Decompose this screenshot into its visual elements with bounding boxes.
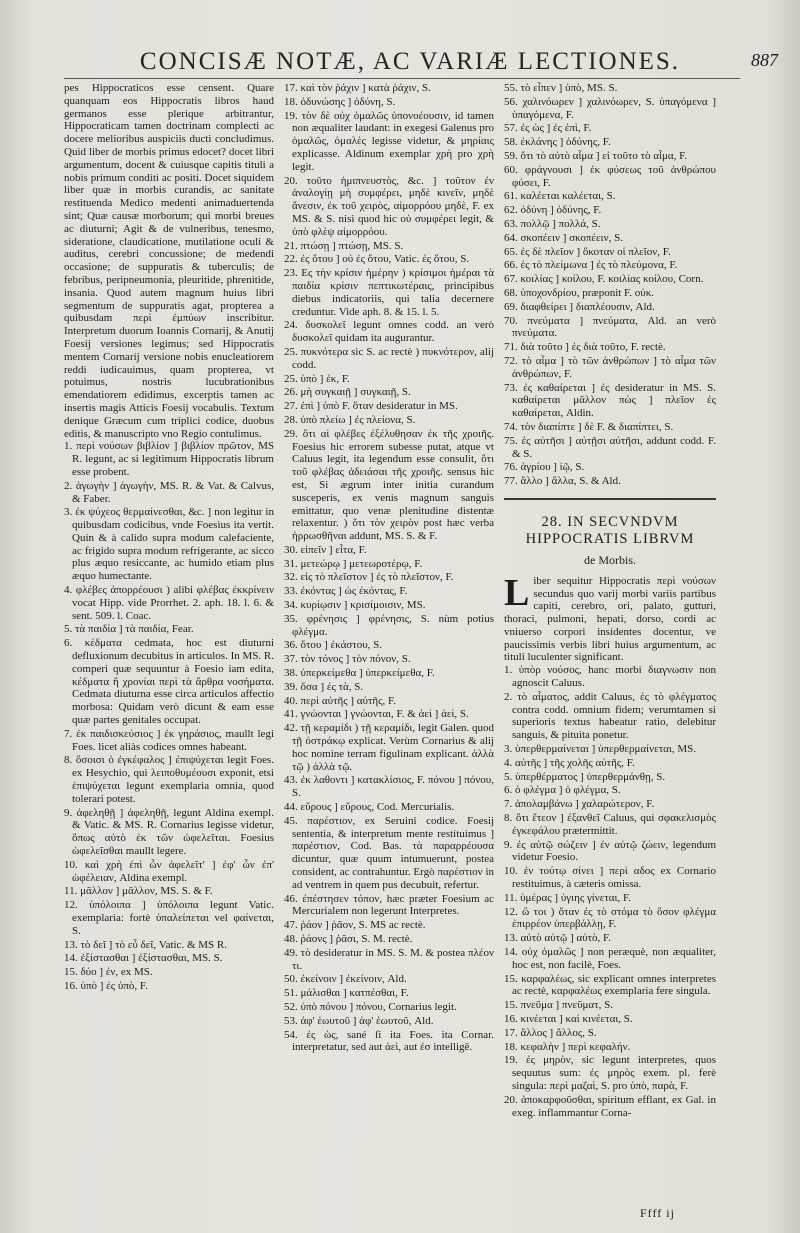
note-item: 51. μάλισθαι ] κατπέσθαι, F. <box>284 987 409 1000</box>
page-header <box>60 48 780 78</box>
section-intro-text: iber sequitur Hippocratis περὶ νούσων secundus quo varij morbi variis partibus capiti, cerebro, ori, palato, gutturi, thoraci, pulmoni, hepati, dorso, cordi ac vniuerso corpori insidentes docentur, ve paucissimis verbis libri huius argumentum, ac tituli luculenter significant. <box>504 574 716 664</box>
note-item: 48. ῥάονς ] ῥᾶσι, S. M. rectè. <box>284 933 413 945</box>
note-item: 15. δύο ] ἐν, ex MS. <box>64 966 153 979</box>
notes-list-left <box>64 440 274 992</box>
note-item: 13. τὸ δεῖ ] τὸ εὖ δεῖ, Vatic. & MS R. <box>64 938 227 951</box>
note-item: 5. ὑπερθέρματος ] ὑπερθερμάνθῃ, S. <box>504 770 666 783</box>
note-item: 75. ἐς αὐτῆσι ] αὐτῇσι αὐτῆσι, addunt codd. F. & S. <box>504 434 716 460</box>
note-item: 13. αὐτὸ αὐτῷ ] αὐτὸ, F. <box>504 932 612 945</box>
running-title: CONCISÆ NOTÆ, AC VARIÆ LECTIONES. <box>139 48 681 75</box>
note-item: 15. καρφαλέως, sic explicant omnes interpretes ac rectè, καρφαλέως exemplaria fere singula. <box>504 972 716 998</box>
note-item: 5. τὰ παιδία ] τὰ παιδία, Fear. <box>64 623 194 636</box>
note-item: 63. πολλῷ ] πολλά, S. <box>504 217 601 230</box>
note-item: 49. τὸ desideratur in MS. S. M. & postea πλέον τι. <box>284 946 494 972</box>
note-item: 4. αὐτῆς ] τῆς χολῆς αὐτῆς, F. <box>504 756 635 769</box>
note-item: 8. ὅσοισι ὁ ἐγκέφαλος ] ἐπιψύχεται legit Foes. ex Hesychio, qui λειποθυμέουσι exponit, etsi ἐπιψύχεται legunt exemplaria omnia, quod tolerari potest. <box>64 754 274 805</box>
note-item: 2. τὸ αἷματος, addit Caluus, ἐς τὸ φλέγματος contra codd. omnium fidem; verumtamen si superioris textus habeatur ratio, delebitur sanguis, & pituita ponetur. <box>504 690 716 742</box>
note-item: 61. καλέεται καλέεται, S. <box>504 190 616 203</box>
drop-cap: L <box>504 571 530 614</box>
note-item: 20. ἀποκαρφοῦσθαι, spiritum efflant, ex Gal. in exeg. inflammantur Corna- <box>504 1093 716 1119</box>
signature-mark: Ffff ij <box>640 1206 675 1220</box>
note-item: 33. ἐκόντας ] ὡς ἐκόντας, F. <box>284 585 408 598</box>
note-item: 31. μετεώρῳ ] μετεωροτέρῳ, F. <box>284 557 423 570</box>
note-item: 15. πνεῦμα ] πνεῦματ, S. <box>504 999 613 1012</box>
note-item: 4. φλέβες ἀπορρέουσι ) alibi φλέβας ἐκκρίνειν vocat Hipp. vide Prorrhet. 2. aph. 18. l. 6. & sent. 509. l. Coac. <box>64 584 274 622</box>
note-item: 64. σκοπέειν ] σκοπέειν, S. <box>504 231 623 244</box>
note-item: 10. ἐν τούτῳ σίνει ] περὶ αδος ex Cornario restituimus, à cæteris omissa. <box>504 865 716 891</box>
note-item: 17. ἄλλος ] ἄλλος, S. <box>504 1026 597 1039</box>
note-item: 8. ὅτι ἔτεον ] ἐξανθεῖ Caluus, qui σφακελισμὸς ἐγκεφάλου prætermittit. <box>504 812 716 837</box>
note-item: 43. ἐκ λαθοντι ] κατακλίσιος, F. πόνου ] πόνου, S. <box>284 774 494 800</box>
note-item: 45. παρέστιον, ex Seruini codice. Foesij sententia, & interpretum mente restituimus ] παρέστιον, Cod. Bas. τὰ παραρρέουσα dicuntur, quæ quum intumuerunt, postea consident, ac contrahuntur. Ergò παρέστιον in ad ventrem in quem pus decubuit, refertur. <box>284 814 494 891</box>
note-item: 30. εἰπεῖν ] εἶτα, F. <box>284 543 367 556</box>
note-item: 6. κέδματα cedmata, hoc est diuturni defluxionum decubitus in articulos. In MS. R. comperi quæ sequuntur à Foesio iam edita, κέδματα ἢ χρονίαι περὶ τὰ ἄρθρα νοσήματα. Cedmata diuturna esse circa articulos affectio morbosa: Quidam verò dicunt & eam esse quæ partes genitales occupat. <box>64 637 274 727</box>
note-item: 66. ἐς τὸ πλείμωνα ] ἐς τὸ πλεύμονα, F. <box>504 259 678 272</box>
note-item: 12. ὑπόλοιπα ] ὑπόλοιπα legunt Vatic. exemplaria: fortè ὑπαλείπεται vel φαίνεται, S. <box>64 899 274 937</box>
note-item: 9. ἐς αὐτῷ σώζειν ] ἐν αὐτῷ ζώειν, legendum videtur Foesio. <box>504 838 716 864</box>
note-item: 18. κεφαλὴν ] περὶ κεφαλήν. <box>504 1040 631 1053</box>
note-item: 59. ὅτι τὸ αὐτὸ αἷμα ] εἰ τοῦτο τὸ αἷμα, F. <box>504 149 688 162</box>
note-item: 27. ἐπὶ ] ὑπὸ F. ὅταν desideratur in MS. <box>284 400 458 413</box>
note-item: 20. τοῦτο ἡμιπνευστὸς, &c. ] τοῦτον ἐν ἀναλογίῃ μὴ συμφέρει, μηδὲ κινεῖν, μηδὲ ἄνεσιν, ἐκ τοῦ χειρὸς, αἱμορρόου μηδὲ, F. ex MS. & S. nisi quod hic οὐ συμφέρει legit, & ὑπὸ φλὲψ αἱμορρόου. <box>284 174 494 238</box>
note-item: 71. διὰ τοῦτο ] ἐς διὰ τοῦτο, F. rectè. <box>504 341 666 354</box>
note-item: 28. ὑπὸ πλείω ] ἐς πλείονα, S. <box>284 413 416 426</box>
note-item: 56. χαλινόωρεν ] χαλινόωρεν, S. ὑπαγόμενα ] ὑπαγόμενα, F. <box>504 95 716 121</box>
note-item: 3. ἐκ ψύχεος θερμαίνεσθαι, &c. ] non legitur in quibusdam codicibus, vnde Foesius ita vertit. Quin & à calido supra modum calefaciente, ac frigido supra modum refrigerante, ac sicco plus æquo resiccante, ac humido etiam plus æquo humectante. <box>64 506 274 583</box>
note-item: 62. ὀδύνη ] ὀδύνης, F. <box>504 204 602 217</box>
note-item: 10. καὶ χρὴ ἐπὶ ὧν ἀφελεῖτ' ] ἐφ' ὧν ἐπ' ὠφέλειαν, Aldina exempl. <box>64 858 274 884</box>
note-item: 18. ὀδυνώσης ] ὀδύνη, S. <box>284 95 396 108</box>
note-item: 67. κοιλίας ] κοίλου, F. κοιλίας κοίλου, Corn. <box>504 273 704 286</box>
note-item: 14. ἐξίστασθαι ] ἐξίστασθαι, MS. S. <box>64 952 223 965</box>
note-item: 2. ἀγωγὴν ] ἀγωγὴν, MS. R. & Vat. & Calvus, & Faber. <box>64 479 274 505</box>
note-item: 29. ὅτι αἱ φλέβες ἐξέλυθησαν ἐκ τῆς χροιῆς. Foesius hic errorem subesse putat, atque vt Caluus legit, ita legendum esse consulit, ὅτι τοῦ φλέβας ἀδειάσαι τῆς χροιῆς. sensus hic est, Si ægrum inter initia curandum susceperis, ex venis magnum sanguis emittatur, quo venæ plenitudine distentæ relaxentur. ) ὅτι τὸν χειρὸν post hæc verba ἠρρωσθῆναι addunt, MS. S. & F. <box>284 427 494 543</box>
note-item: 16. ὑπὸ ] ἐς ὑπὸ, F. <box>64 979 148 992</box>
note-item: 12. ὥ τοι ) ὅταν ἐς τὸ στόμα τὸ ὅσον φλέγμα ἐπιρρέον ὑπερβάλλῃ, F. <box>504 905 716 931</box>
note-item: 39. ὅσα ] ἐς τὰ, S. <box>284 680 364 693</box>
note-item: 6. ὁ φλέγμα ] ὁ φλέγμα, S. <box>504 784 621 797</box>
note-item: 46. ἐπέστησεν τόπον, hæc præter Foesium ac Mercurialem non legerunt Interpretes. <box>284 892 494 918</box>
note-item: 58. ἐκλάνης ] ὀδύνης, F. <box>504 136 611 149</box>
note-item: 40. περὶ αὐτῆς ] αὐτῆς, F. <box>284 694 396 707</box>
note-item: 17. καὶ τὸν ῥάχιν ] κατὰ ῥάχιν, S. <box>284 82 431 94</box>
note-item: 77. ἄλλο ] ἄλλα, S. & Ald. <box>504 475 621 488</box>
note-item: 37. τὸν τόνος ] τὸν πόνον, S. <box>284 653 411 666</box>
note-item: 65. ἐς δὲ πλεῖον ] ὅκοταν οἱ πλεῖον, F. <box>504 245 671 258</box>
note-item: 69. διαφθείρει ] διαπλέουσιν, Ald. <box>504 300 655 313</box>
column-left <box>64 82 274 1202</box>
section-intro <box>504 571 716 665</box>
note-item: 26. μὴ συγκαιῇ ] συγκαιῇ, S. <box>284 386 411 399</box>
note-item: 73. ἐς καθαίρεται ] ἐς desideratur in MS. S. καθαίρεται μᾶλλον πὼς ] πλεῖον ἐς καθαίρεται, Aldin. <box>504 381 716 420</box>
note-item: 7. ἐκ παιδισκεύσιος ] ἐκ γηράσιος, maullt legi Foes. licet aliàs codices omnes habeant. <box>64 727 274 753</box>
note-item: 52. ὑπὸ πόνου ] πόνου, Cornarius legit. <box>284 1000 457 1013</box>
page-number: 887 <box>751 50 778 70</box>
note-item: 74. τὸν διαπίπτε ] δὲ F. & διαπίπτει, S. <box>504 420 674 433</box>
note-item: 22. ἐς ὅτου ] οὐ ἐς ὅτου, Vatic. ἐς ὅτου, S. <box>284 253 470 266</box>
note-item: 38. ὑπερκείμεθα ] ὑπερκείμεθα, F. <box>284 667 435 680</box>
section-heading: 28. IN SECVNDVM HIPPOCRATIS LIBRVM <box>525 513 695 547</box>
note-item: 16. κινέεται ] καὶ κινέεται, S. <box>504 1013 633 1025</box>
note-item: 9. ἀφεληθῇ ] ἀφεληθῇ, legunt Aldina exempl. & Vatic. & MS. R. Cornarius legisse videtur, ὅπως αὐτὸ ἐκ τῶν ὠφελεῖται. Foesius ὠφελεῖσθαι maullt legere. <box>64 806 274 858</box>
note-item: 44. εὔρους ] εὔρους, Cod. Mercurialis. <box>284 801 455 814</box>
section-subheading: de Morbis. <box>584 552 636 567</box>
note-item: 36. ὅτου ] ἐκάστου, S. <box>284 639 383 652</box>
column-right <box>504 82 716 1202</box>
intro-paragraph: pes Hippocraticos esse censent. Quare quanquam eos Hippocratis libros haud germanos esse plerique arbitrantur, Hippocraticam tamen doctrinam complecti ac docere melioribus auspiciis ducti concludimus. Quid liber de morbis primus edocet? docet libri argumentum, docent & cuiusque capitis tituli a nobis primum conditi ac positi. Docet siquidem liber quæ in morbis curandis, ac sanitate restituenda Medico medenti animaduertenda sint; Quæ causæ morborum; qui morbi breues ac diuturni; Agit & de vulneribus, tenesmo, sideratione, claudicatione, mutilatione oculi & auditus, cerebri concussione; de medendi occasione; de suppuratis & tuberculis; de febribus, peripneumonia, pleuritide, phrenitide, insania. Quod autem magnum huius libri segmentum de suppuratis agat, propterea a quibusdam περὶ ἐμπύων inscribitur. Interpretum duorum Ioannis Cornarij, & Anutij Foesij versiones legimus; sed Hippocratis mentem Cornarij versione nobis enucleatiorem reddi iudicauimus, quam propterea, vt potuimus, nostris lucubrationibus emendatiorem edidimus, excerptis tamen ac insertis magis Atticis Foesij vocabulis. Textum denique Græcum cum triplici codice, duobus editis, & manuscripto vno Regio contulimus. <box>64 82 274 440</box>
note-item: 3. ὑπερθερμαίνεται ] ὑπερθερμαίνεται, MS. <box>504 743 696 756</box>
note-item: 42. τῇ κεραμίδι ) τῇ κεραμίδι, legit Galen. quod τῇ ὀστράκῳ explicat. Verùm Cornarius & alij hoc nomine terram figulinam explicant. ἀλλὰ τῷ ) ἀλλὰ τῷ. <box>284 722 494 773</box>
note-item: 34. κυρίῳσιν ] κρισίμοισιν, MS. <box>284 599 426 612</box>
note-item: 11. ὑμέρας ] ὑγιης γίνεται, F. <box>504 891 631 904</box>
note-item: 60. φράγνουσι ] ἐκ φύσεως τοῦ ἀνθρώπου φύσει, F. <box>504 163 716 189</box>
note-item: 68. ὑποχονδρίου, præponit F. οὐκ. <box>504 286 655 299</box>
note-item: 55. τὸ εἶπεν ] ὑπὸ, MS. S. <box>504 82 618 94</box>
note-item: 54. ἐς ὡς, sané ſi ita Foes. ita Cornar. interpretatur, sed aut ἀεὶ, aut ἐσ intelligē. <box>284 1028 494 1054</box>
note-item: 24. δυσκολεῖ legunt omnes codd. an verò δυσκολεῖ quidam ita augurantur. <box>284 319 494 345</box>
note-item: 35. φρένησις ] φρένησις, S. nùm potius φλέγμα. <box>284 612 494 638</box>
note-item: 25. ὑπὸ ] ἐκ, F. <box>284 372 350 385</box>
note-item: 32. εἰς τὸ πλεῖστον ] ἐς τὸ πλεῖστον, F. <box>284 571 454 584</box>
note-item: 25. πυκνότερα sic S. ac rectè ) πυκνότερον, alij codd. <box>284 345 494 371</box>
note-item: 50. ἐκείνοιν ] ἐκείνοιν, Ald. <box>284 973 407 986</box>
note-item: 23. Ες τὴν κρίσιν ἡμέρην ) κρίσιμοι ἡμέραι τὰ παιδία κρίσιν πεπτικωτέραις, principibus diebus indicatoriis, qui talia decernere creduntur. Vide aph. 8. & 15. l. 5. <box>284 267 494 318</box>
note-item: 47. ῥάον ] ῥᾶον, S. MS ac rectè. <box>284 919 426 932</box>
note-item: 11. μᾶλλον ] μᾶλλον, MS. S. & F. <box>64 885 213 898</box>
note-item: 21. πτώσῃ ] πτώσῃ, MS. S. <box>284 239 404 252</box>
note-item: 57. ἐς ὡς ] ἐς ἐπὶ, F. <box>504 122 592 135</box>
section-divider <box>504 498 716 500</box>
note-item: 14. οὐχ ὁμαλῶς ] non peræquè, non æqualiter, hoc est, non facilè, Foes. <box>504 946 716 971</box>
note-item: 72. τὸ αἷμα ] τὸ τῶν ἀνθρώπων ] τὸ αἷμα τῶν ἀνθρώπων, F. <box>504 354 716 380</box>
note-item: 1. ὑπὸρ νούσος, hanc morbi διαγνωσιν non agnoscit Caluus. <box>504 664 716 690</box>
note-item: 41. γνώονται ] γνώονται, F. & ἀεὶ ] ἀεὶ, S. <box>284 708 469 721</box>
note-item: 76. ἀγρίου ] ἰῷ, S. <box>504 461 585 474</box>
note-item: 70. πνεύματα ] πνεύματα, Ald. an verò πνεύματα. <box>504 314 716 340</box>
column-middle <box>284 82 494 1202</box>
header-rule <box>64 78 740 79</box>
note-item: 7. ἀπολαμβάνω ] χαλαρώτερον, F. <box>504 798 655 811</box>
note-item: 19. ἐς μηρὸν, sic legunt interpretes, quos sequutus sum: ἐς μηρὸς exem. pl. ferè singula: περὶ μαζαὶ, S. pro ὑπὸ, παρὰ, F. <box>504 1054 716 1092</box>
note-item: 19. τὸν δὲ οὐχ ὁμαλῶς ὑπονοέουσιν, id tamen non æqualiter laudant: in exegesi Galenus pro ὁμαλῶς, ὁμαλὲς legisse videtur, & μηρίαις explicasse. Aldinum exemplar χρὴ pro χρὴ legit. <box>284 109 494 173</box>
note-item: 53. ἀφ' ἑωυτοῦ ] ἀφ' ἑωυτοῦ, Ald. <box>284 1014 434 1027</box>
note-item: 1. περὶ νούσων βιβλίον ] βιβλίον πρῶτον, MS R. legunt, ac si legitimum Hippocratis librum esse probent. <box>64 440 274 478</box>
